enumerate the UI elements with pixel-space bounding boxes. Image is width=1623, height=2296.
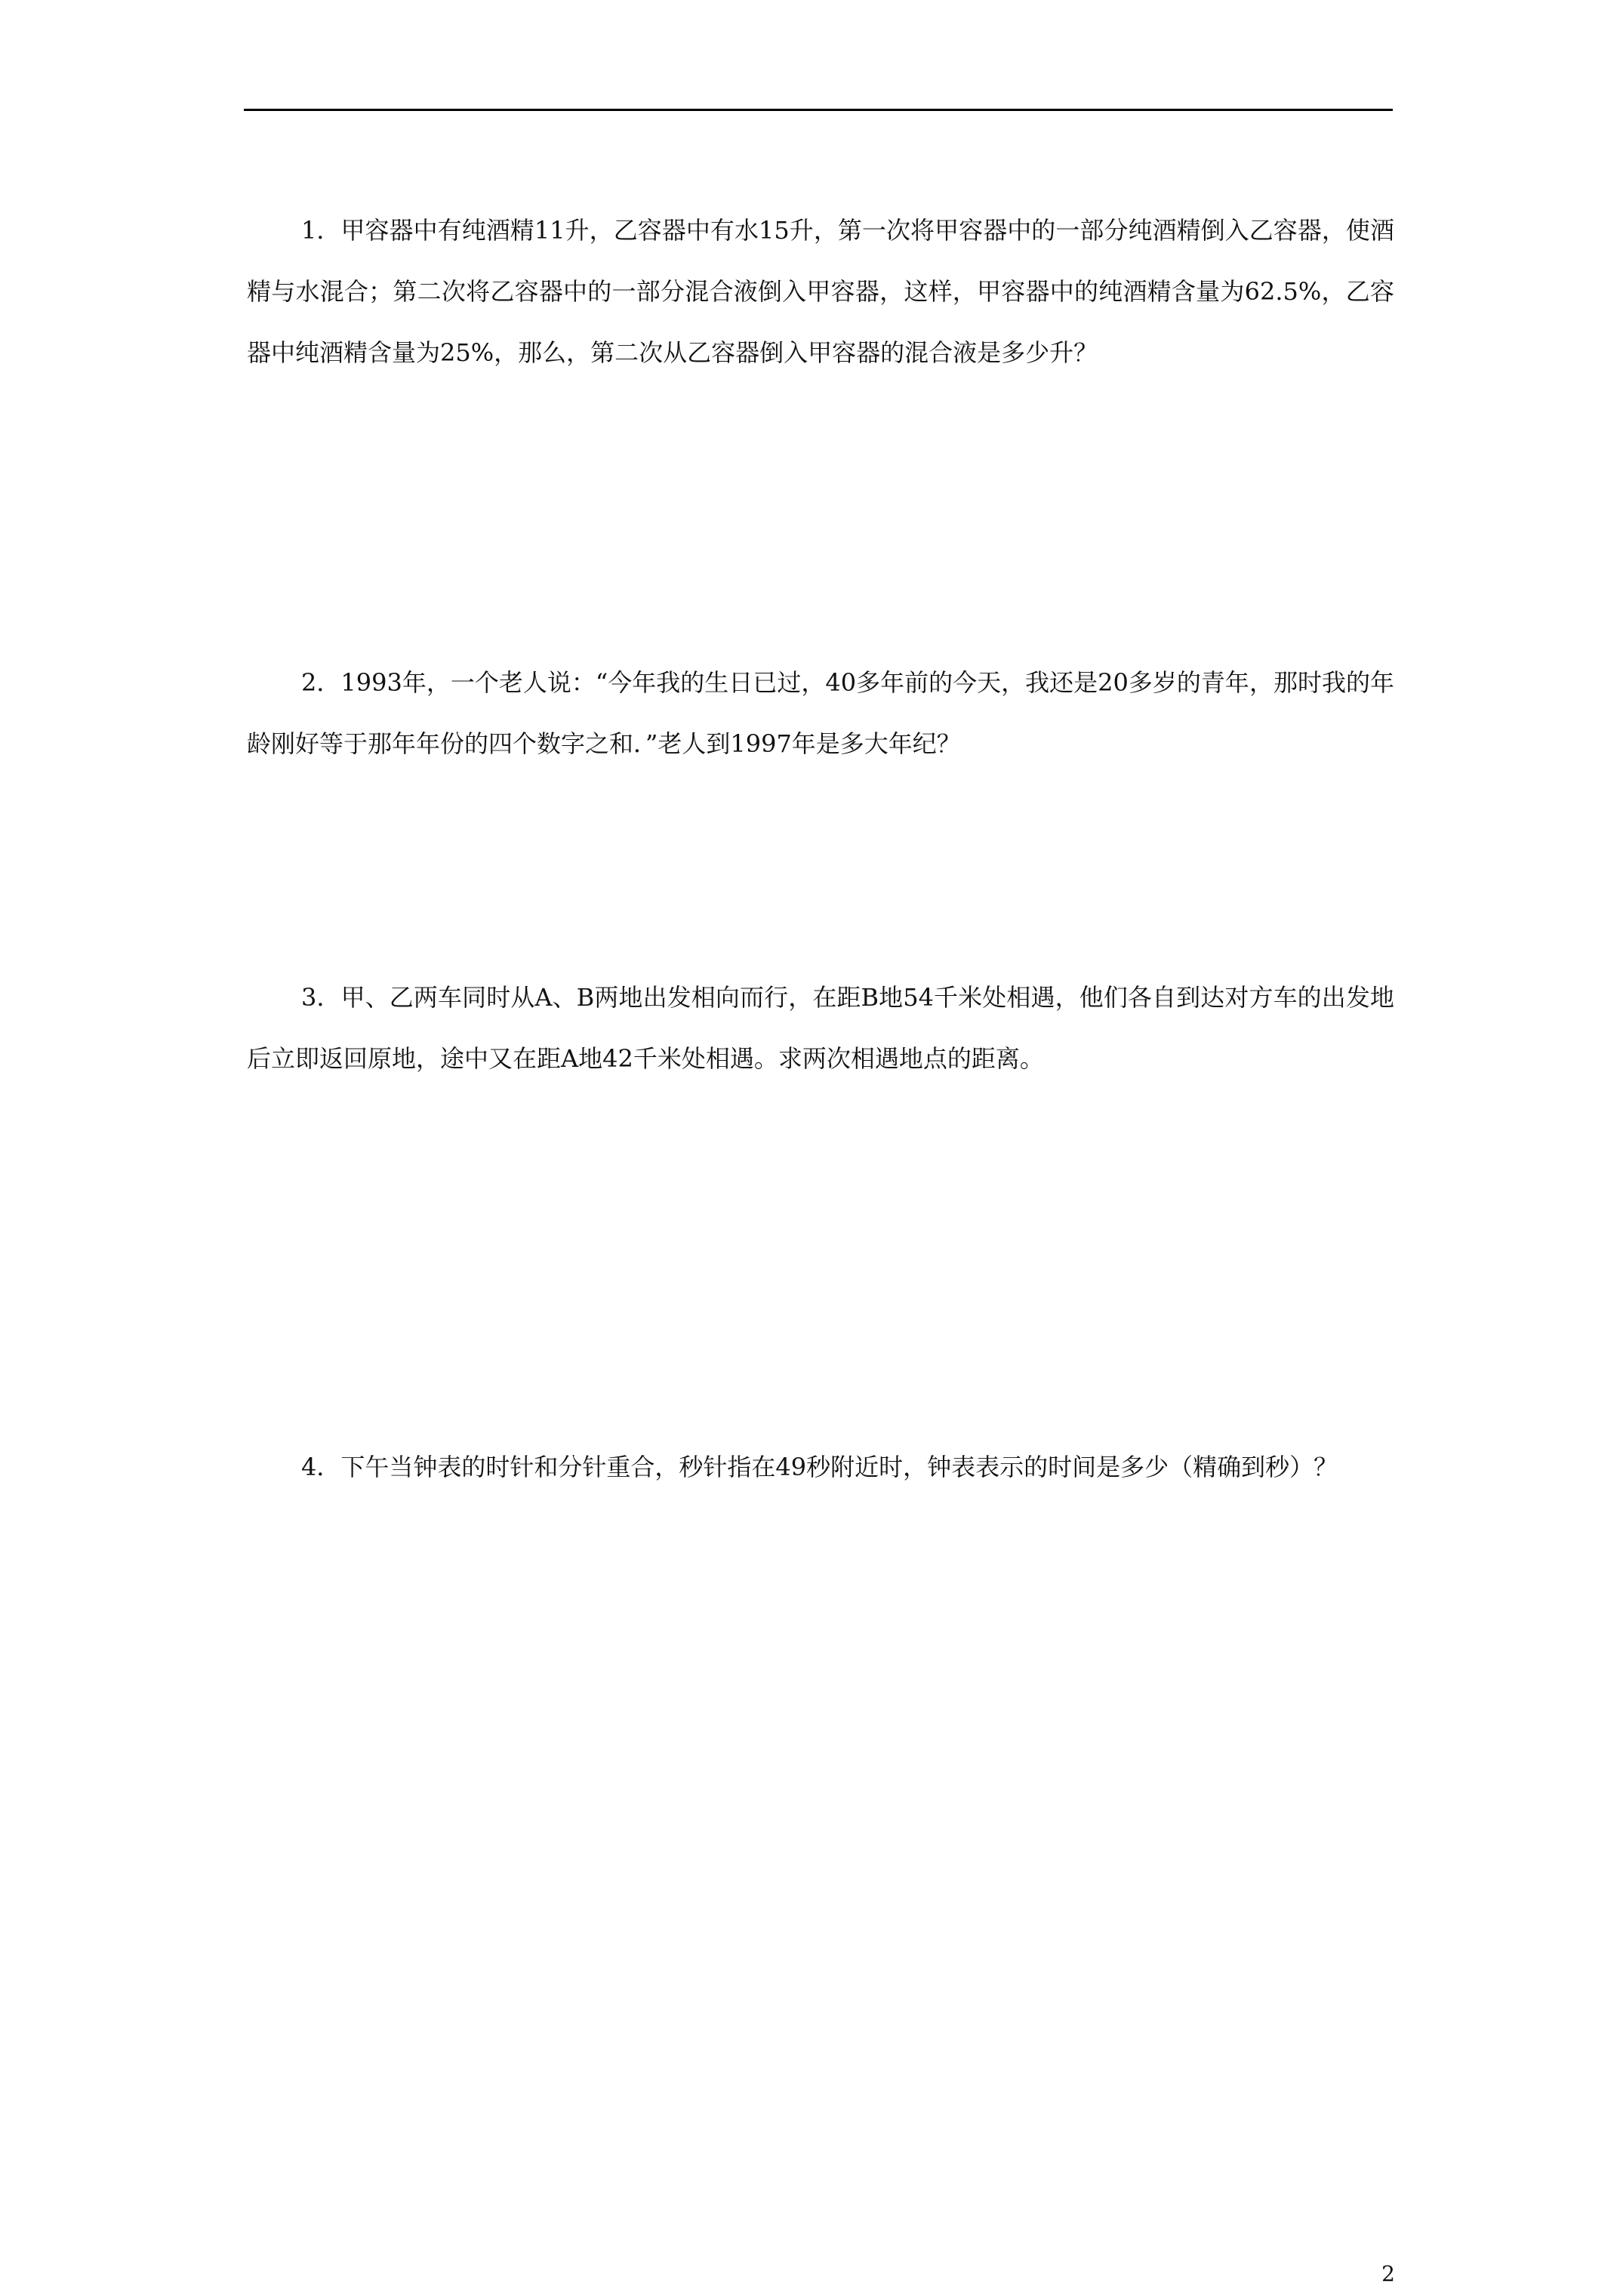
question-1: 1．甲容器中有纯酒精11升，乙容器中有水15升，第一次将甲容器中的一部分纯酒精倒入乙容器，使酒精与水混合；第二次将乙容器中的一部分混合液倒入甲容器，这样，甲容器中的纯酒精含量为62.5%，乙容器中纯酒精含量为25%，那么，第二次从乙容器倒入甲容器的混合液是多少升？ <box>247 216 1394 367</box>
question-4: 4．下午当钟表的时针和分针重合，秒针指在49秒附近时，钟表表示的时间是多少（精确到秒）？ <box>301 1453 1338 1481</box>
question-2: 2．1993年，一个老人说：“今年我的生日已过，40多年前的今天，我还是20多岁的青年，那时我的年龄刚好等于那年年份的四个数字之和．”老人到1997年是多大年纪？ <box>247 668 1394 758</box>
question-3: 3．甲、乙两车同时从A、B两地出发相向而行，在距B地54千米处相遇，他们各自到达对方车的出发地后立即返回原地，途中又在距A地42千米处相遇。求两次相遇地点的距离。 <box>247 983 1394 1073</box>
page-number: 2 <box>1381 2261 1395 2286</box>
header-rule <box>244 109 1393 111</box>
